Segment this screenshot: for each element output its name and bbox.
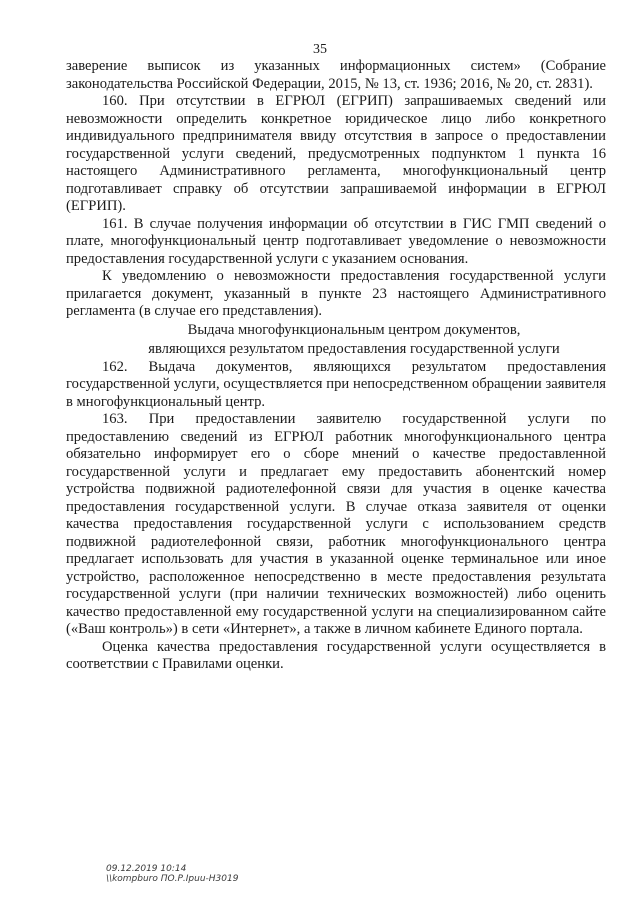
paragraph-continuation: заверение выписок из указанных информационных систем» (Собрание законодательства Российской Федерации, 2015, № 13, ст. 1936; 2016, № 20, ст. 2831). xyxy=(66,58,606,92)
section-heading-line-2: являющихся результатом предоставления государственной услуги xyxy=(148,340,560,357)
footer-timestamp: 09.12.2019 10:14 xyxy=(106,864,187,874)
paragraph-161: 161. В случае получения информации об отсутствии в ГИС ГМП сведений о плате, многофункциональный центр подготавливает уведомление о невозможности предоставления государственной услуги с указанием основания. xyxy=(66,215,606,267)
document-body xyxy=(66,58,606,674)
file-stamp-footer xyxy=(106,864,238,884)
section-heading-line-1: Выдача многофункциональным центром документов, xyxy=(187,321,521,338)
footer-file-path: \\kompburo ПО.Р.Ipuu-H3019 xyxy=(106,874,239,884)
section-heading xyxy=(66,321,606,359)
paragraph-quality-assessment: Оценка качества предоставления государственной услуги осуществляется в соответствии с Правилами оценки. xyxy=(66,638,606,672)
paragraph-163: 163. При предоставлении заявителю государственной услуги по предоставлению сведений из ЕГРЮЛ работник многофункционального центра обязательно информирует его о сборе мнений о качестве предоставленной государственной услуги и предлагает ему предоставить абонентский номер устройства подвижной радиотелефонной связи для участия в оценке качества предоставления государственной услуги. В случае отказа заявителя от оценки качества предоставления государственной услуги с использованием средств подвижной радиотелефонной связи, работник многофункционального центра предлагает использовать для участия в указанной оценке терминальное или иное устройство, расположенное непосредственно в месте предоставления результата государственной услуги (при наличии технических возможностей) либо оценить качество предоставленной ему государственной услуги на специализированном сайте («Ваш контроль») в сети «Интернет», а также в личном кабинете Единого портала. xyxy=(66,411,606,637)
paragraph-162: 162. Выдача документов, являющихся результатом предоставления государственной услуги, осуществляется при непосредственном обращении заявителя в многофункциональный центр. xyxy=(66,358,606,410)
page-number: 35 xyxy=(313,42,327,57)
paragraph-160: 160. При отсутствии в ЕГРЮЛ (ЕГРИП) запрашиваемых сведений или невозможности определить конкретное юридическое лицо либо конкретного индивидуального предпринимателя ввиду отсутствия в запросе о предоставлении государственной услуги сведений, предусмотренных подпунктом 1 пункта 16 настоящего Административного регламента, многофункциональный центр подготавливает справку об отсутствии запрашиваемой информации в ЕГРЮЛ (ЕГРИП). xyxy=(66,93,606,214)
paragraph-notice-attachment: К уведомлению о невозможности предоставления государственной услуги прилагается документ, указанный в пункте 23 настоящего Административного регламента (в случае его представления). xyxy=(66,268,606,319)
